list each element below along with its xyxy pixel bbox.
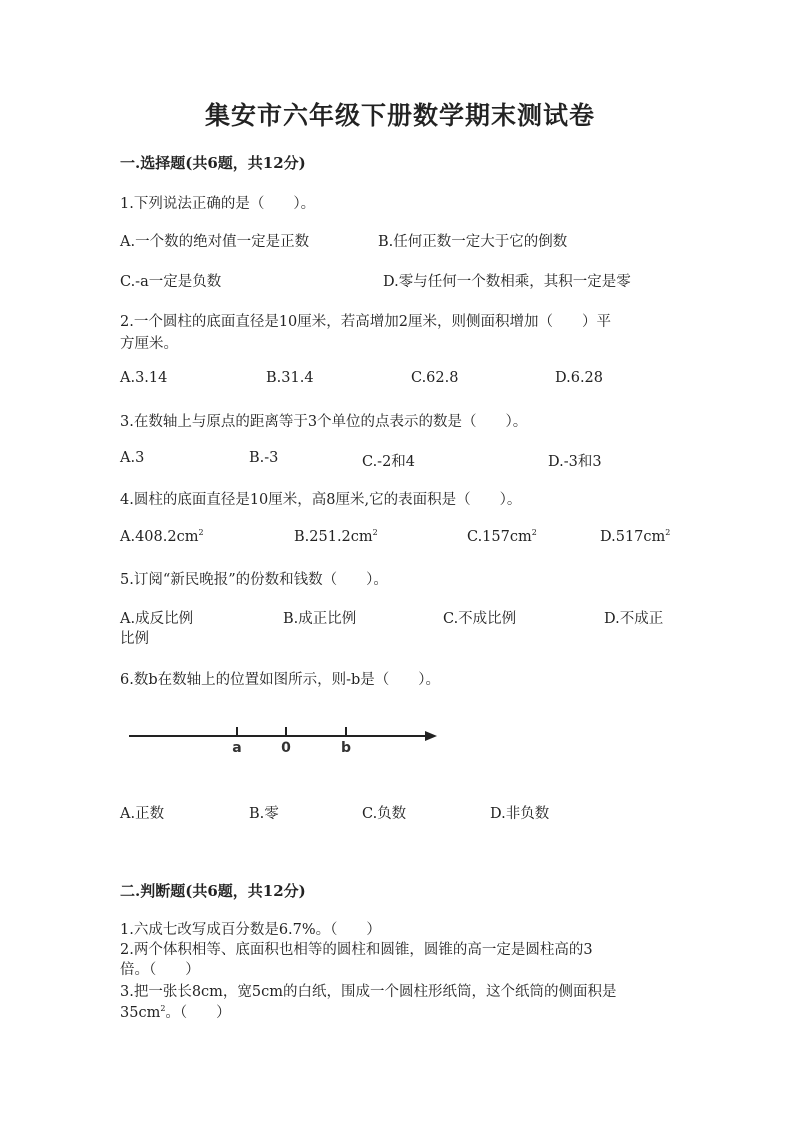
question-5-option-d: D.不成正 <box>604 611 664 627</box>
question-6-option-c: C.负数 <box>362 806 407 822</box>
label-zero: 0 <box>281 740 291 756</box>
question-2-stem-line-1: 2.一个圆柱的底面直径是10厘米，若高增加2厘米，则侧面积增加（ ）平 <box>120 314 612 330</box>
question-5-option-d-wrap: 比例 <box>120 631 149 647</box>
judgment-item-3-line-1: 3.把一张长8cm，宽5cm的白纸，围成一个圆柱形纸筒，这个纸筒的侧面积是 <box>120 984 617 1000</box>
question-4-option-d: $D.517cm^2$ <box>600 528 671 545</box>
question-6-stem: 6.数b在数轴上的位置如图所示，则-b是（ ）。 <box>120 672 441 688</box>
question-3-option-c: C.-2和4 <box>362 454 416 470</box>
question-1-option-b: B.任何正数一定大于它的倒数 <box>378 234 568 250</box>
question-1-option-c: C.-a一定是负数 <box>120 274 222 290</box>
question-4-option-a: $A.408.2cm^2$ <box>120 528 204 545</box>
judgment-item-3-line-2: $35cm^2$。（ ） <box>120 1004 231 1021</box>
page-title: 集安市六年级下册数学期末测试卷 <box>204 101 595 130</box>
question-2-option-b: B.31.4 <box>266 370 314 386</box>
question-5-option-b: B.成正比例 <box>283 611 357 627</box>
question-3-option-a: A.3 <box>120 450 145 466</box>
judgment-item-1: 1.六成七改写成百分数是6.7%。（ ） <box>120 922 381 938</box>
judgment-item-2-line-2: 倍。（ ） <box>120 962 200 978</box>
section-heading-choice: 一.选择题(共6题，共12分) <box>120 154 306 172</box>
question-6-option-a: A.正数 <box>120 806 165 822</box>
question-6-option-d: D.非负数 <box>490 806 550 822</box>
question-5-option-c: C.不成比例 <box>443 611 517 627</box>
label-a: a <box>232 740 242 756</box>
number-line-figure <box>125 722 445 762</box>
judgment-item-2-line-1: 2.两个体积相等、底面积也相等的圆柱和圆锥，圆锥的高一定是圆柱高的3 <box>120 942 593 958</box>
question-5-stem: 5.订阅“新民晚报”的份数和钱数（ ）。 <box>120 572 388 588</box>
question-1-option-a: A.一个数的绝对值一定是正数 <box>120 234 310 250</box>
section-heading-judgment: 二.判断题(共6题，共12分) <box>120 882 306 900</box>
question-2-option-c: C.62.8 <box>411 370 459 386</box>
question-4-stem: 4.圆柱的底面直径是10厘米，高8厘米,它的表面积是（ ）。 <box>120 492 522 508</box>
question-1-stem: 1.下列说法正确的是（ ）。 <box>120 196 316 212</box>
label-b: b <box>340 740 352 756</box>
question-3-option-d: D.-3和3 <box>548 454 602 470</box>
question-5-option-a: A.成反比例 <box>120 611 194 627</box>
question-2-option-a: A.3.14 <box>120 370 168 386</box>
question-4-option-b: $B.251.2cm^2$ <box>294 528 378 545</box>
number-line-arrow <box>425 731 437 741</box>
question-4-option-c: $C.157cm^2$ <box>467 528 537 545</box>
question-3-option-b: B.-3 <box>249 450 279 466</box>
question-2-option-d: D.6.28 <box>555 370 604 386</box>
question-1-option-d: D.零与任何一个数相乘，其积一定是零 <box>383 274 631 290</box>
question-3-stem: 3.在数轴上与原点的距离等于3个单位的点表示的数是（ ）。 <box>120 414 528 430</box>
question-2-stem-line-2: 方厘米。 <box>120 336 178 352</box>
question-6-option-b: B.零 <box>249 806 279 822</box>
